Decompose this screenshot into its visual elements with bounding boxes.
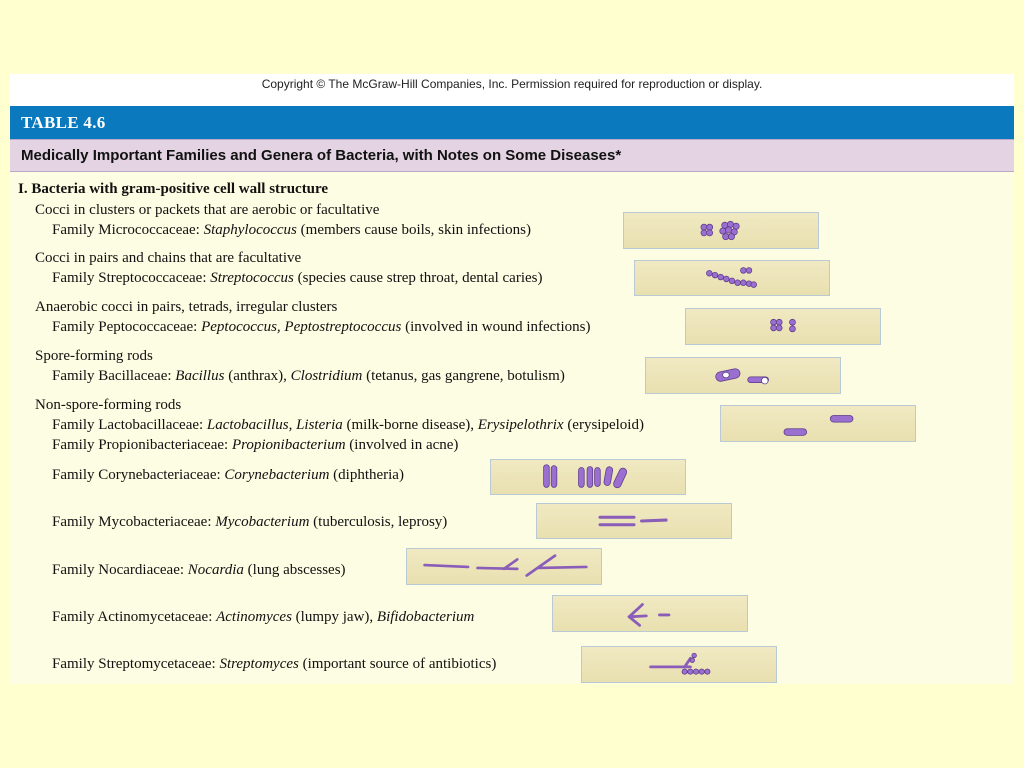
family-row-streptococcaceae bbox=[52, 269, 543, 287]
disease-note: (lumpy jaw), bbox=[291, 609, 377, 625]
family-name: Family Lactobacillaceae: bbox=[52, 417, 207, 433]
table-title: Medically Important Families and Genera of Bacteria, with Notes on Some Diseases bbox=[21, 147, 616, 164]
genus-name: Actinomyces bbox=[216, 609, 292, 625]
nocardia-filament-icon bbox=[406, 548, 602, 585]
genus-name: Peptococcus, Peptostreptococcus bbox=[201, 319, 402, 335]
family-row-propionibacteriaceae bbox=[52, 436, 458, 454]
table-label: TABLE 4.6 bbox=[10, 106, 1014, 139]
family-name: Family Actinomycetaceae: bbox=[52, 609, 217, 625]
spore-rod-icon bbox=[645, 357, 841, 394]
family-row-actinomycetaceae bbox=[52, 608, 474, 626]
genus-name: Corynebacterium bbox=[224, 467, 330, 483]
family-row-bacillaceae bbox=[52, 367, 565, 385]
family-name: Family Corynebacteriaceae: bbox=[52, 467, 225, 483]
disease-note: (tuberculosis, leprosy) bbox=[309, 514, 448, 530]
family-name: Family Peptococcaceae: bbox=[52, 319, 202, 335]
genus-name: Lactobacillus, Listeria bbox=[206, 417, 343, 433]
family-name: Family Streptococcaceae: bbox=[52, 270, 211, 286]
genus-name: Streptomyces bbox=[219, 656, 299, 672]
disease-note: (erysipeloid) bbox=[563, 417, 644, 433]
disease-note: (involved in wound infections) bbox=[401, 319, 591, 335]
corynebacterium-palisade-icon bbox=[490, 459, 686, 495]
genus-name: Mycobacterium bbox=[215, 514, 310, 530]
lactobacillus-rod-icon bbox=[720, 405, 916, 442]
family-row-corynebacteriaceae bbox=[52, 466, 404, 484]
family-row-nocardiaceae bbox=[52, 561, 346, 579]
family-name: Family Propionibacteriaceae: bbox=[52, 437, 232, 453]
staphylococcus-cluster-icon bbox=[623, 212, 819, 249]
table-title-bar bbox=[10, 139, 1014, 172]
disease-note: (lung abscesses) bbox=[243, 562, 346, 578]
family-row-peptococcaceae bbox=[52, 318, 590, 336]
genus-name: Staphylococcus bbox=[203, 222, 297, 238]
genus-name: Clostridium bbox=[290, 368, 363, 384]
disease-note: (species cause strep throat, dental caries) bbox=[293, 270, 543, 286]
mycobacterium-rod-icon bbox=[536, 503, 732, 539]
family-row-lactobacillaceae bbox=[52, 416, 644, 434]
section-heading: I. Bacteria with gram-positive cell wall structure bbox=[18, 181, 329, 197]
genus-name: Bacillus bbox=[175, 368, 225, 384]
streptococcus-chain-icon bbox=[634, 260, 830, 296]
genus-name: Streptococcus bbox=[210, 270, 294, 286]
family-name: Family Bacillaceae: bbox=[52, 368, 176, 384]
disease-note: (tetanus, gas gangrene, botulism) bbox=[362, 368, 565, 384]
disease-note: (milk-borne disease), bbox=[342, 417, 478, 433]
disease-note: (involved in acne) bbox=[345, 437, 459, 453]
family-name: Family Nocardiaceae: bbox=[52, 562, 188, 578]
group-description: Spore-forming rods bbox=[35, 348, 153, 364]
peptococcus-tetrad-icon bbox=[685, 308, 881, 345]
group-description: Non-spore-forming rods bbox=[35, 397, 182, 413]
family-name: Family Mycobacteriaceae: bbox=[52, 514, 216, 530]
genus-name: Erysipelothrix bbox=[477, 417, 564, 433]
actinomyces-branch-icon bbox=[552, 595, 748, 632]
family-row-mycobacteriaceae bbox=[52, 513, 447, 531]
genus-name: Nocardia bbox=[187, 562, 244, 578]
group-description: Anaerobic cocci in pairs, tetrads, irregular clusters bbox=[35, 299, 338, 315]
table-slide bbox=[10, 74, 1014, 684]
family-name: Family Micrococcaceae: bbox=[52, 222, 204, 238]
disease-note: (anthrax), bbox=[224, 368, 291, 384]
footnote-marker: * bbox=[615, 147, 622, 164]
copyright-notice: Copyright © The McGraw-Hill Companies, Inc. Permission required for reproduction or display. bbox=[10, 74, 1014, 106]
group-description: Cocci in pairs and chains that are facultative bbox=[35, 250, 302, 266]
genus-name: Propionibacterium bbox=[231, 437, 346, 453]
streptomyces-spore-chain-icon bbox=[581, 646, 777, 683]
family-row-streptomycetaceae bbox=[52, 655, 496, 673]
group-description: Cocci in clusters or packets that are aerobic or facultative bbox=[35, 202, 380, 218]
disease-note: (members cause boils, skin infections) bbox=[296, 222, 532, 238]
family-row-micrococcaceae bbox=[52, 221, 531, 239]
genus-name: Bifidobacterium bbox=[376, 609, 475, 625]
family-name: Family Streptomycetaceae: bbox=[52, 656, 220, 672]
disease-note: (diphtheria) bbox=[329, 467, 404, 483]
disease-note: (important source of antibiotics) bbox=[298, 656, 497, 672]
